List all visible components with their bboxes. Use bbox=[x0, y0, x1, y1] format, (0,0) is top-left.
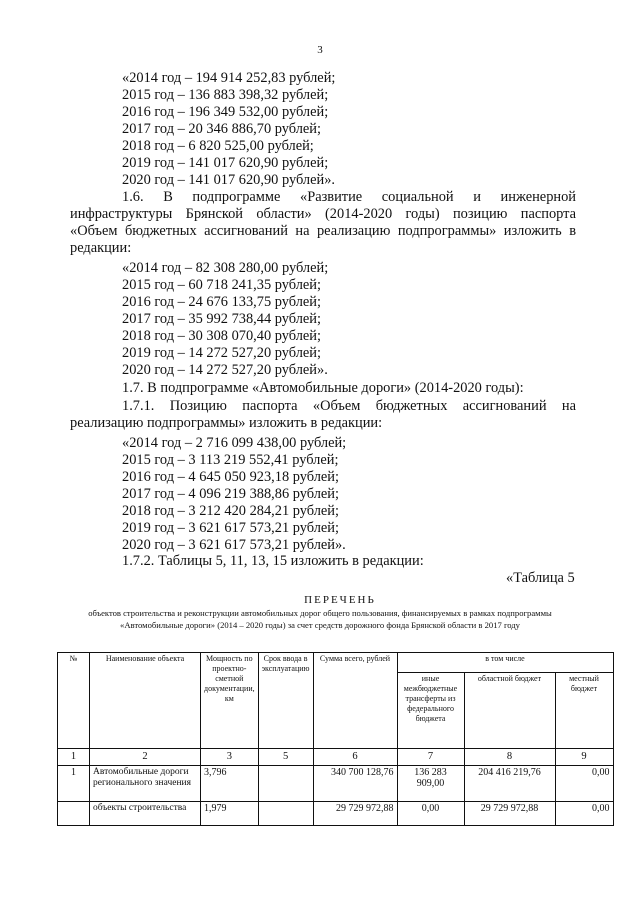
col-number: 5 bbox=[258, 749, 313, 766]
budget-line: 2019 год – 14 272 527,20 рублей; bbox=[122, 345, 322, 361]
row-capacity: 3,796 bbox=[201, 766, 259, 802]
budget-line: 2016 год – 4 645 050 923,18 рублей; bbox=[122, 469, 339, 485]
budget-line: 2015 год – 136 883 398,32 рублей; bbox=[122, 87, 329, 103]
section-1-6-line: инфраструктуры Брянской области» (2014-2020 годы) позицию паспорта bbox=[70, 206, 576, 222]
row-total: 340 700 128,76 bbox=[313, 766, 397, 802]
header-term: Срок ввода в эксплуатацию bbox=[258, 653, 313, 749]
budget-line: 2016 год – 24 676 133,75 рублей; bbox=[122, 294, 322, 310]
section-1-7-1-line: реализацию подпрограммы» изложить в редакции: bbox=[70, 415, 383, 431]
budget-line: 2019 год – 141 017 620,90 рублей; bbox=[122, 155, 329, 171]
col-number: 7 bbox=[397, 749, 464, 766]
budget-line: 2015 год – 3 113 219 552,41 рублей; bbox=[122, 452, 339, 468]
budget-line: 2020 год – 141 017 620,90 рублей». bbox=[122, 172, 335, 188]
objects-table bbox=[57, 652, 614, 826]
budget-line: «2014 год – 194 914 252,83 рублей; bbox=[122, 70, 336, 86]
budget-line: 2017 год – 4 096 219 388,86 рублей; bbox=[122, 486, 339, 502]
column-number-row bbox=[58, 749, 614, 766]
budget-line: «2014 год – 82 308 280,00 рублей; bbox=[122, 260, 329, 276]
budget-line: 2018 год – 3 212 420 284,21 рублей; bbox=[122, 503, 339, 519]
header-no: № bbox=[58, 653, 90, 749]
row-name: Автомобильные дороги регионального значения bbox=[90, 766, 201, 802]
header-capacity: Мощность по проектно-сметной документации, км bbox=[201, 653, 259, 749]
row-term bbox=[258, 802, 313, 826]
page-number: 3 bbox=[317, 44, 323, 56]
table-row bbox=[58, 766, 614, 802]
budget-line: 2019 год – 3 621 617 573,21 рублей; bbox=[122, 520, 339, 536]
row-transfers: 136 283 909,00 bbox=[397, 766, 464, 802]
budget-line: 2018 год – 30 308 070,40 рублей; bbox=[122, 328, 322, 344]
list-title: ПЕРЕЧЕНЬ bbox=[304, 594, 376, 606]
budget-line: 2020 год – 14 272 527,20 рублей». bbox=[122, 362, 328, 378]
header-total: Сумма всего, рублей bbox=[313, 653, 397, 749]
header-name: Наименование объекта bbox=[90, 653, 201, 749]
row-no: 1 bbox=[58, 766, 90, 802]
row-regional: 204 416 219,76 bbox=[464, 766, 555, 802]
section-1-6-line: 1.6. В подпрограмме «Развитие социальной и инженерной bbox=[122, 189, 576, 205]
header-local: местный бюджет bbox=[555, 673, 613, 749]
budget-line: 2017 год – 35 992 738,44 рублей; bbox=[122, 311, 322, 327]
table-label: «Таблица 5 bbox=[506, 570, 575, 586]
row-name: объекты строительства bbox=[90, 802, 201, 826]
col-number: 2 bbox=[90, 749, 201, 766]
budget-line: 2018 год – 6 820 525,00 рублей; bbox=[122, 138, 314, 154]
row-regional: 29 729 972,88 bbox=[464, 802, 555, 826]
row-transfers: 0,00 bbox=[397, 802, 464, 826]
col-number: 9 bbox=[555, 749, 613, 766]
col-number: 3 bbox=[201, 749, 259, 766]
budget-line: 2020 год – 3 621 617 573,21 рублей». bbox=[122, 537, 346, 553]
section-1-7: 1.7. В подпрограмме «Автомобильные дороги» (2014-2020 годы): bbox=[122, 380, 524, 396]
budget-line: 2016 год – 196 349 532,00 рублей; bbox=[122, 104, 329, 120]
row-term bbox=[258, 766, 313, 802]
list-subtitle: объектов строительства и реконструкции автомобильных дорог общего пользования, финансируемых в рамках подпрограммы «Автомобильные дороги» (2014 – 2020 годы) за счет средств дорожного фонда Брянской области в 2017 году bbox=[88, 608, 552, 630]
table-row bbox=[58, 802, 614, 826]
header-transfers: иные межбюджетные трансферты из федерального бюджета bbox=[397, 673, 464, 749]
row-local: 0,00 bbox=[555, 766, 613, 802]
col-number: 1 bbox=[58, 749, 90, 766]
header-regional: областной бюджет bbox=[464, 673, 555, 749]
row-capacity: 1,979 bbox=[201, 802, 259, 826]
row-no bbox=[58, 802, 90, 826]
budget-line: 2017 год – 20 346 886,70 рублей; bbox=[122, 121, 322, 137]
row-local: 0,00 bbox=[555, 802, 613, 826]
section-1-6-line: редакции: bbox=[70, 240, 132, 256]
col-number: 8 bbox=[464, 749, 555, 766]
header-including: в том числе bbox=[397, 653, 613, 673]
section-1-6-line: «Объем бюджетных ассигнований на реализацию подпрограммы» изложить в bbox=[70, 223, 576, 239]
budget-line: 2015 год – 60 718 241,35 рублей; bbox=[122, 277, 322, 293]
section-1-7-1-line: 1.7.1. Позицию паспорта «Объем бюджетных ассигнований на bbox=[122, 398, 576, 414]
table-header-row bbox=[58, 653, 614, 673]
budget-line: «2014 год – 2 716 099 438,00 рублей; bbox=[122, 435, 347, 451]
col-number: 6 bbox=[313, 749, 397, 766]
row-total: 29 729 972,88 bbox=[313, 802, 397, 826]
section-1-7-2: 1.7.2. Таблицы 5, 11, 13, 15 изложить в редакции: bbox=[122, 553, 424, 569]
